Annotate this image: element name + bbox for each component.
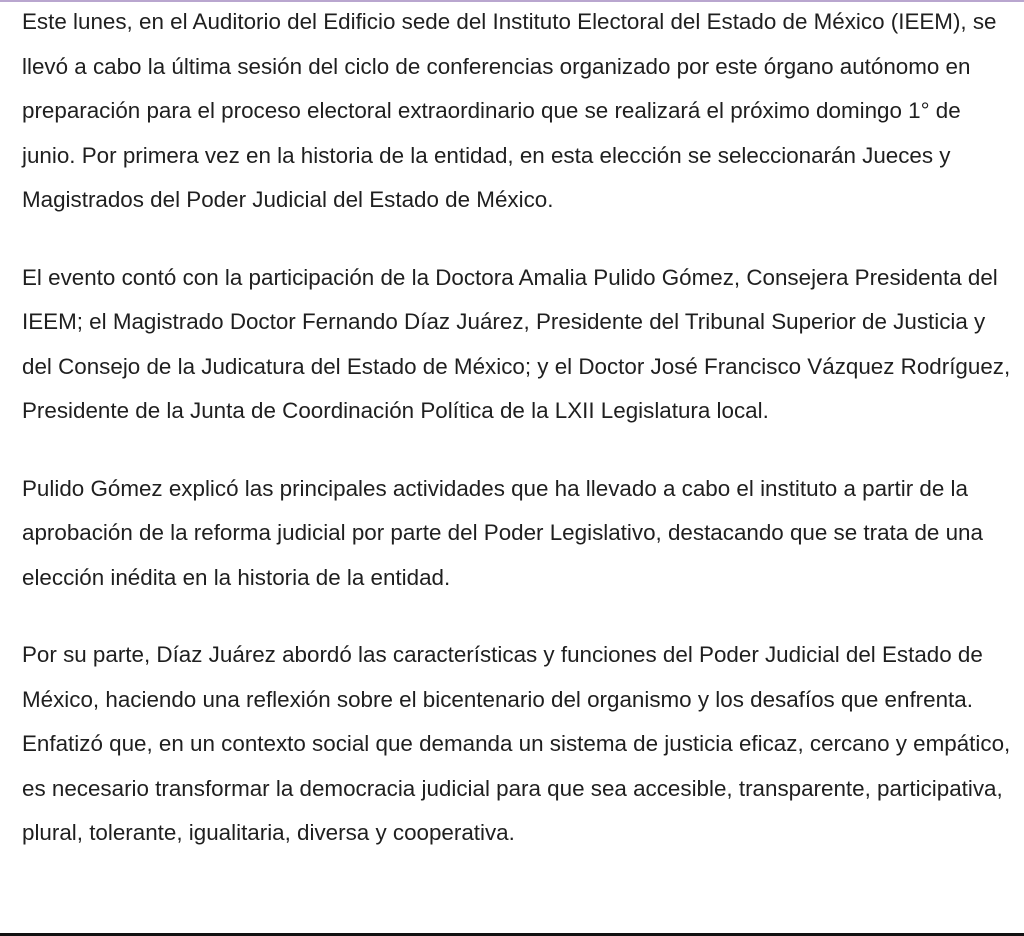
paragraph-1: Este lunes, en el Auditorio del Edificio sede del Instituto Electoral del Estado de México (IEEM), se llevó a cabo la última sesión del ciclo de conferencias organizado por este órgano autónomo en preparación para el proceso electoral extraordinario que se realizará el próximo domingo 1° de junio. Por primera vez en la historia de la entidad, en esta elección se seleccionarán Jueces y Magistrados del Poder Judicial del Estado de México. xyxy=(22,9,997,212)
paragraph-2: El evento contó con la participación de la Doctora Amalia Pulido Gómez, Consejera Presidenta del IEEM; el Magistrado Doctor Fernando Díaz Juárez, Presidente del Tribunal Superior de Justicia y del Consejo de la Judicatura del Estado de México; y el Doctor José Francisco Vázquez Rodríguez, Presidente de la Junta de Coordinación Política de la LXII Legislatura local. xyxy=(22,264,1011,423)
paragraph-4: Por su parte, Díaz Juárez abordó las características y funciones del Poder Judicial del Estado de México, haciendo una reflexión sobre el bicentenario del organismo y los desafíos que enfrenta. Enfatizó que, en un contexto social que demanda un sistema de justicia eficaz, cercano y empático, es necesario transformar la democracia judicial para que sea accesible, transparente, participativa, plural, tolerante, igualitaria, diversa y cooperativa. xyxy=(22,642,1011,845)
article-body xyxy=(22,0,1017,889)
paragraph-3: Pulido Gómez explicó las principales actividades que ha llevado a cabo el instituto a partir de la aprobación de la reforma judicial por parte del Poder Legislativo, destacando que se trata de una elección inédita en la historia de la entidad. xyxy=(22,475,983,590)
